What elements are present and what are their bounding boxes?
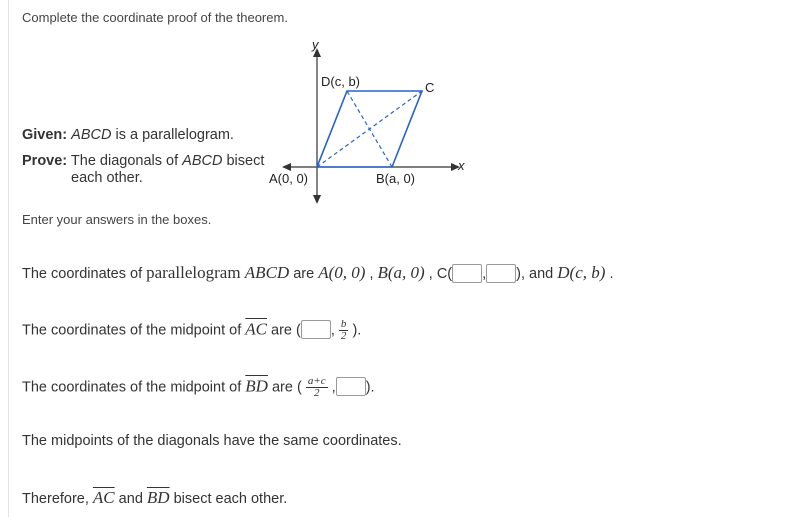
conclusion-line [22, 488, 287, 508]
given-statement [22, 127, 234, 143]
prove-text-2: bisect [222, 153, 265, 169]
parallelogram-diagram [260, 38, 480, 208]
line2-close: ). [348, 322, 362, 339]
point-c-open: C( [436, 266, 453, 282]
line2-comma: , [330, 322, 335, 339]
left-border [8, 0, 9, 517]
line5-suffix: bisect each other. [169, 491, 288, 507]
line5-prefix: Therefore, [22, 491, 93, 507]
point-c-close: ), and [516, 266, 558, 282]
line3-prefix: The coordinates of the midpoint of [22, 379, 246, 396]
c-y-answer-box[interactable] [486, 264, 516, 283]
fraction-denominator: 2 [313, 387, 320, 399]
label-d: D(c, b) [321, 74, 360, 89]
x-axis-label: x [458, 158, 465, 173]
line3-close: ). [365, 379, 375, 396]
line1-abcd: ABCD [244, 263, 290, 282]
segment-ac: $\overline{AC}$ [92, 488, 115, 507]
y-axis-arrow-down [313, 195, 321, 204]
prove-statement [22, 153, 264, 169]
midpoint-bd-y-answer-box[interactable] [336, 377, 366, 396]
given-text: is a parallelogram. [111, 127, 234, 143]
prove-text-continued: each other. [71, 170, 143, 186]
c-x-answer-box[interactable] [452, 264, 482, 283]
midpoint-ac-x-answer-box[interactable] [301, 320, 331, 339]
fraction-b-over-2 [339, 319, 349, 342]
midpoint-bd-line [22, 376, 375, 399]
line1-end: . [605, 266, 614, 282]
line1-sep2: , [424, 266, 437, 282]
instruction-text: Complete the coordinate proof of the theorem. [22, 10, 288, 25]
line3-comma: , [327, 379, 336, 396]
line5-and: and [114, 491, 147, 507]
enter-answers-instruction: Enter your answers in the boxes. [22, 212, 212, 227]
midpoint-ac-line [22, 319, 361, 342]
given-label: Given: [22, 127, 68, 143]
line2-are: are ( [267, 322, 301, 339]
fraction-numerator: b [340, 318, 347, 330]
line1-term: parallelogram [146, 263, 245, 282]
line1-sep1: , [365, 266, 378, 282]
segment-ac: $\overline{AC}$ [245, 319, 268, 339]
line1-comma: , [482, 266, 487, 282]
point-b: B(a, 0) [377, 263, 425, 282]
fraction-denominator: 2 [340, 330, 347, 342]
line3-are: are ( [267, 379, 306, 396]
label-c: C [425, 80, 435, 95]
coordinates-line [22, 263, 614, 283]
fraction-a-plus-c-over-2 [306, 376, 328, 399]
point-d: D(c, b) [557, 263, 606, 282]
line2-prefix: The coordinates of the midpoint of [22, 322, 246, 339]
x-axis-arrow-left [282, 163, 291, 171]
point-a: A(0, 0) [318, 263, 366, 282]
given-subject: ABCD [71, 127, 112, 143]
y-axis-label: y [312, 38, 319, 52]
segment-bd: $\overline{BD}$ [245, 376, 268, 396]
prove-label: Prove: [22, 153, 68, 169]
line1-are: are [289, 266, 319, 282]
prove-subject: ABCD [182, 153, 223, 169]
midpoints-same-statement: The midpoints of the diagonals have the same coordinates. [22, 433, 402, 449]
label-a: A(0, 0) [269, 171, 309, 186]
line1-prefix: The coordinates of [22, 266, 147, 282]
segment-bd: $\overline{BD}$ [146, 488, 170, 507]
diagonal-bd [347, 91, 392, 167]
fraction-numerator: a+c [307, 375, 326, 387]
prove-text-1: The diagonals of [70, 153, 183, 169]
label-b: B(a, 0) [376, 171, 416, 186]
